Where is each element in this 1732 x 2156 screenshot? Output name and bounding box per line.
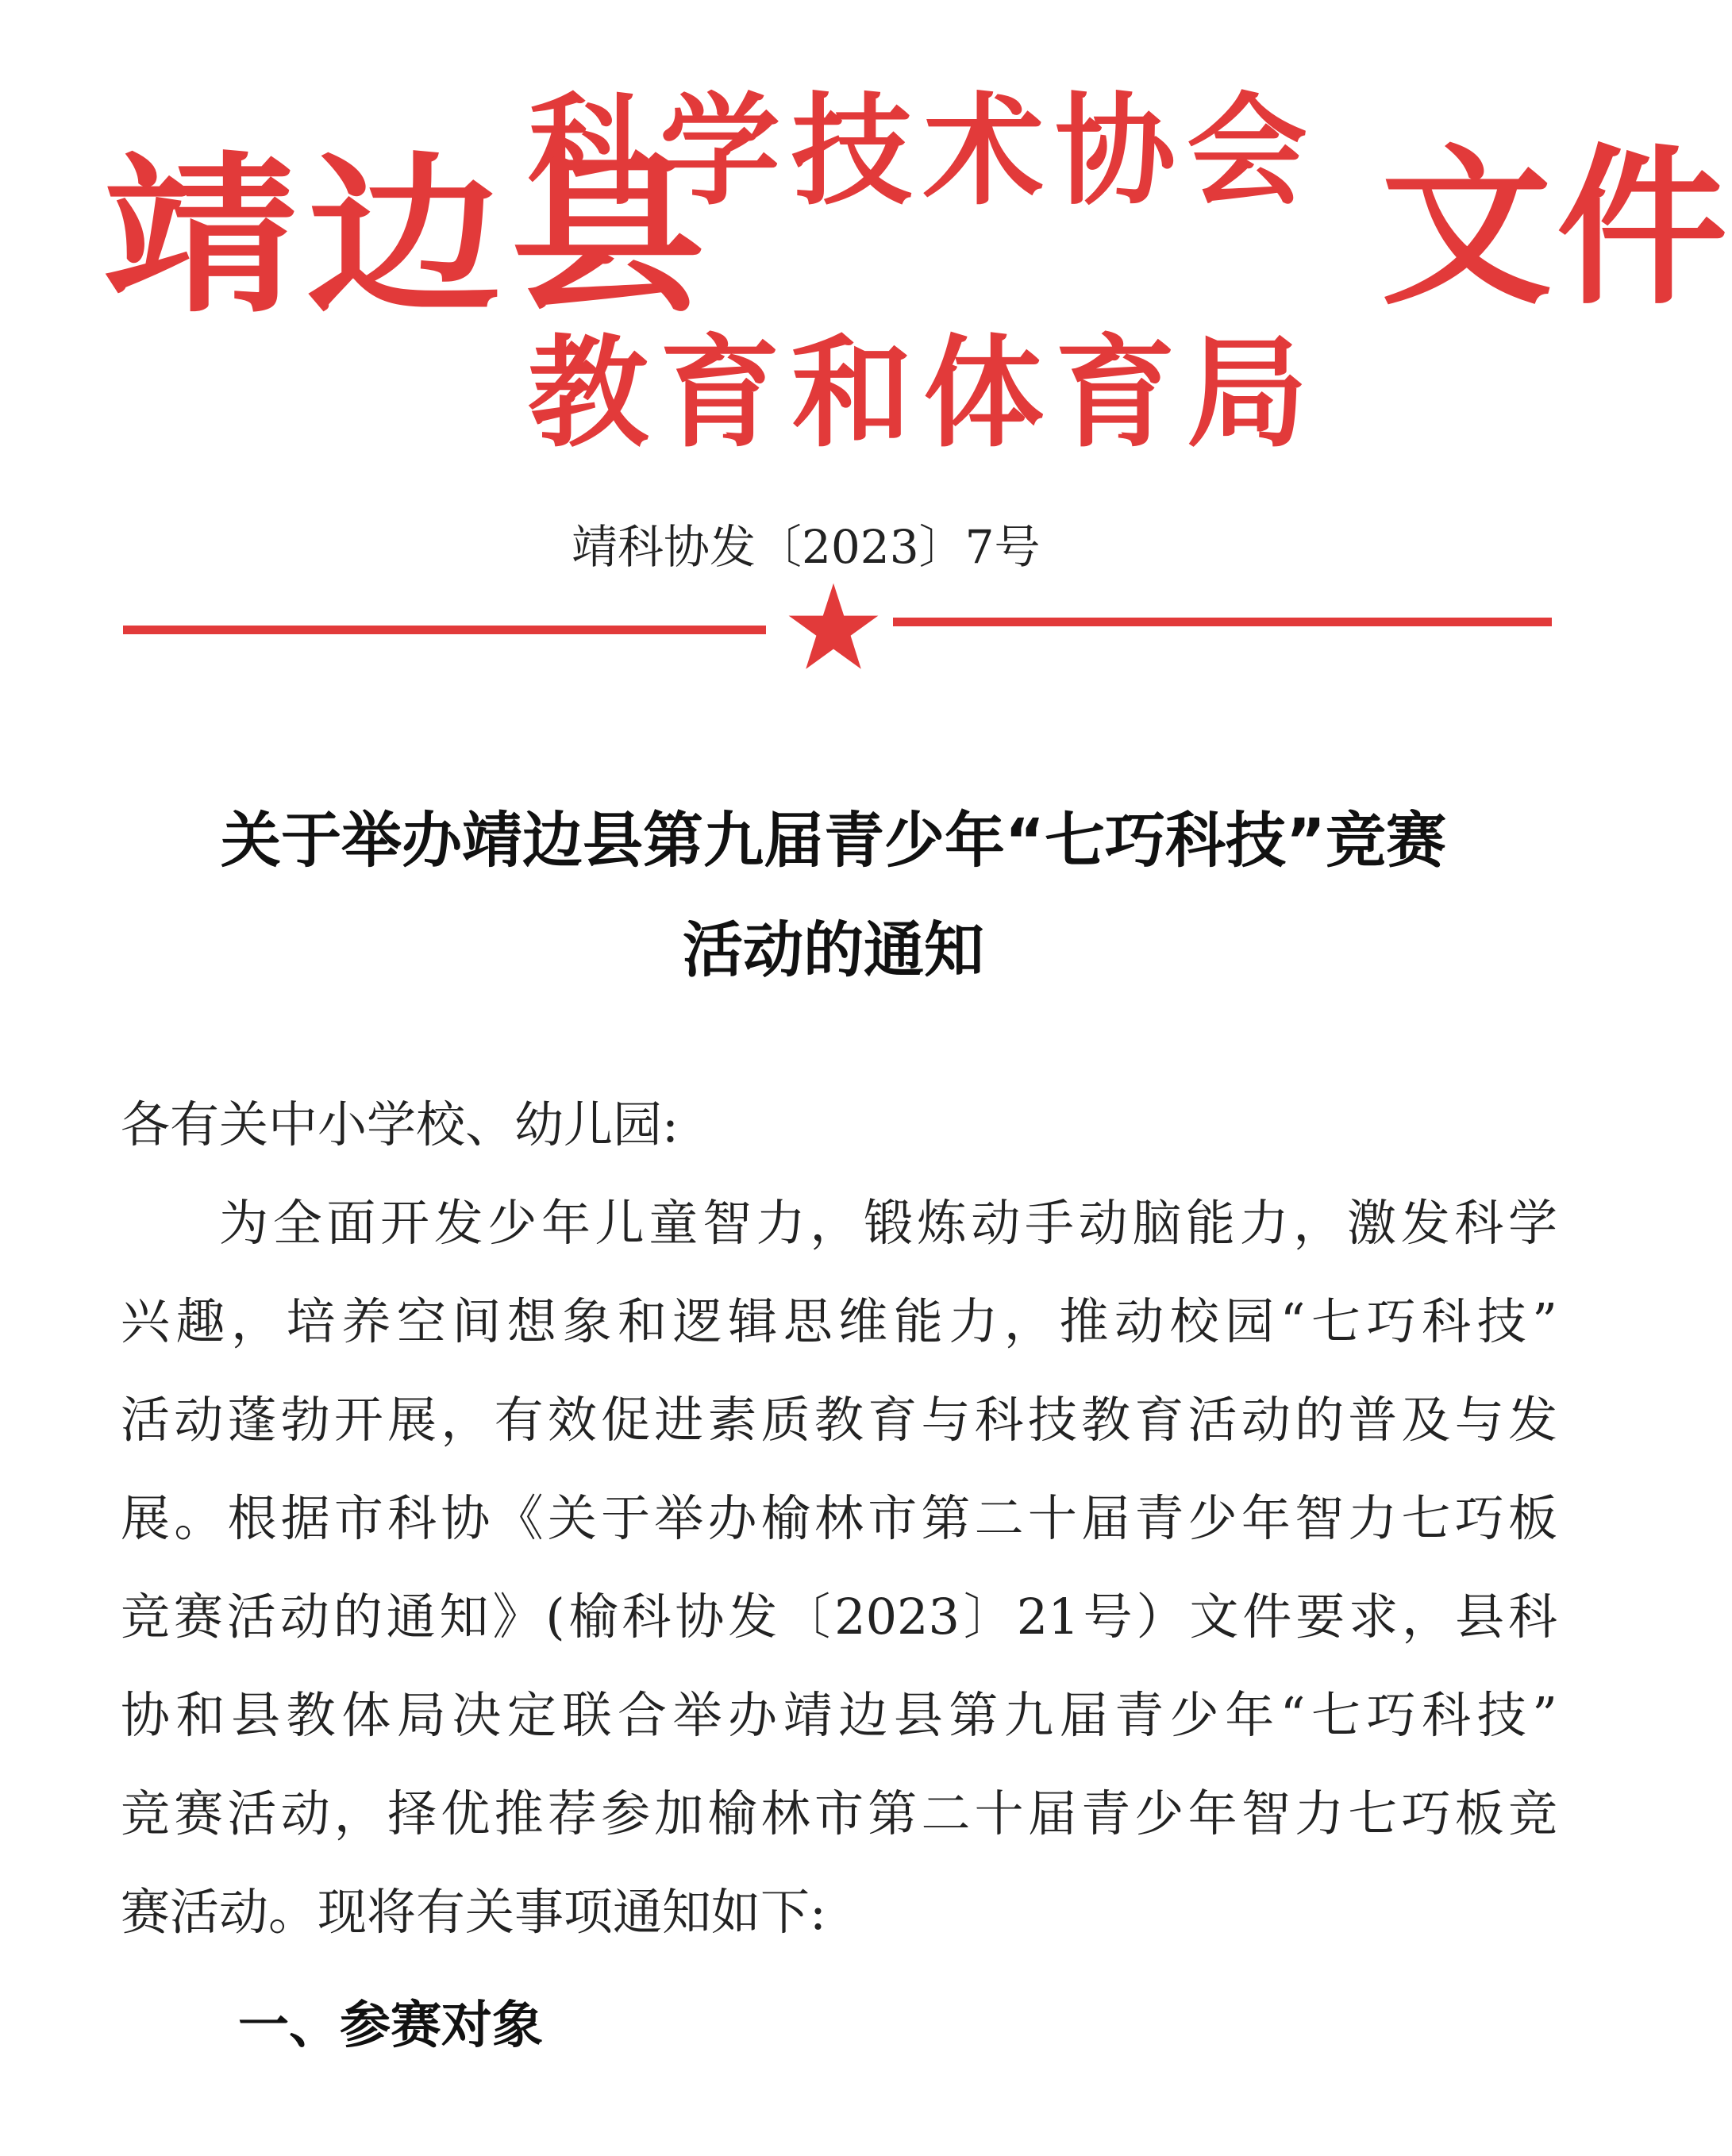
paragraph-line: 兴趣，培养空间想象和逻辑思维能力，推动校园“七巧科技” <box>121 1292 1557 1350</box>
notice-title-line-1: 关于举办靖边县第九届青少年“七巧科技”竞赛 <box>221 805 1446 876</box>
salutation: 各有关中小学校、幼儿园: <box>121 1095 679 1153</box>
paragraph-line: 赛活动。现将有关事项通知如下: <box>121 1883 826 1941</box>
paragraph-line: 竞赛活动，择优推荐参加榆林市第二十届青少年智力七巧板竞 <box>121 1784 1557 1842</box>
red-star-icon <box>786 579 881 675</box>
paragraph-line: 为全面开发少年儿童智力，锻炼动手动脑能力，激发科学 <box>219 1194 1557 1252</box>
issuer-science-association: 科学技术协会 <box>528 81 1318 221</box>
issuer-education-bureau: 教育和体育局 <box>528 323 1318 464</box>
issuer-document-label: 文件 <box>1381 129 1732 328</box>
red-divider-right <box>893 618 1552 626</box>
paragraph-line: 活动蓬勃开展，有效促进素质教育与科技教育活动的普及与发 <box>121 1391 1557 1449</box>
notice-body <box>121 1076 1557 1962</box>
red-divider-left <box>123 626 766 634</box>
paragraph-line: 协和县教体局决定联合举办靖边县第九届青少年“七巧科技” <box>121 1686 1557 1744</box>
section-heading-participants: 一、参赛对象 <box>238 1996 543 2055</box>
paragraph-line: 竞赛活动的通知》(榆科协发〔2023〕21号）文件要求，县科 <box>121 1588 1557 1646</box>
paragraph-line: 展。根据市科协《关于举办榆林市第二十届青少年智力七巧板 <box>121 1489 1557 1547</box>
notice-title <box>111 786 1556 1005</box>
issuer-county-name: 靖边县 <box>103 137 714 336</box>
notice-title-line-2: 活动的通知 <box>683 914 984 985</box>
document-number: 靖科协发〔2023〕7号 <box>572 520 1041 574</box>
